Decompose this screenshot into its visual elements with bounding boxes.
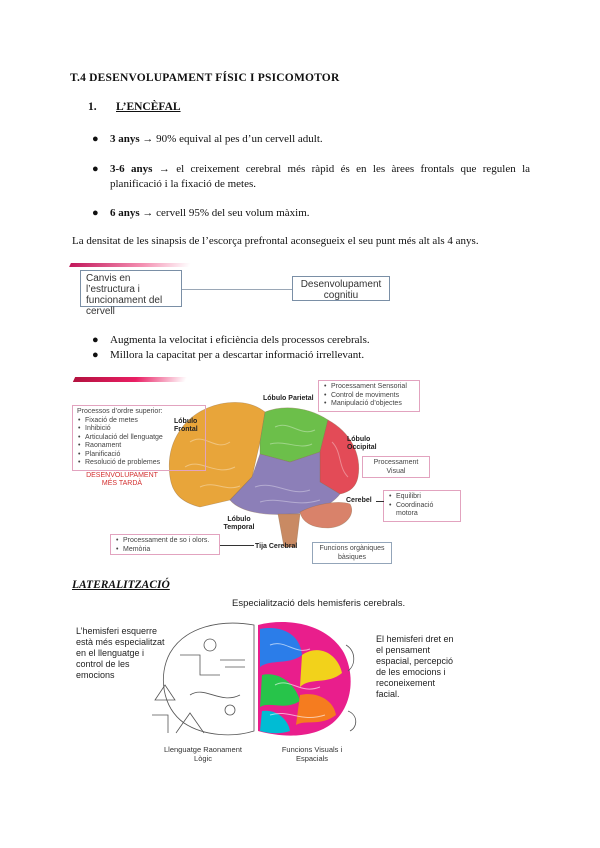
higher-processes-title: Processos d’ordre superior: [77,408,163,415]
leader-line [220,545,254,546]
decorative-accent-bar [69,263,191,267]
caption-right-hemisphere: Funcions Visuals i Espacials [281,745,343,763]
basic-functions-box: Funcions orgàniques bàsiques [312,542,392,564]
bullet-item [92,206,530,221]
paragraph-synapses: La densitat de les sinapsis de l’escorça prefrontal aconsegueix el seu punt més alt als 4 anys. [72,235,479,247]
list-item: • Processament de so i olors. [123,537,215,546]
list-item: • Planificació [85,451,201,460]
bullet-text: Augmenta la velocitat i eficiència dels processos cerebrals. [110,334,370,346]
caption-left-hemisphere: Llenguatge Raonament Lògic [164,745,242,763]
list-item: • Manipulació d’objectes [331,400,415,409]
bullet-item [92,132,530,147]
bullet-bold: 3 anys [110,133,140,145]
bullet-dot-icon: ● [92,207,99,219]
bullet-dot-icon: ● [92,133,99,145]
right-hemisphere-color [258,622,351,736]
cerebellum-functions-box [383,490,461,522]
bullet-dot-icon: ● [92,334,99,346]
flow-box-structure: Canvis en l’estructura i funcionament del cervell [80,270,182,307]
flow-box-cognitive: Desenvolupament cognitiu [292,276,390,301]
bullet-item [92,162,531,192]
bullet-item [92,333,530,348]
left-hemisphere-sketch [152,623,254,735]
lateralization-subtitle: Especialització dels hemisferis cerebrals. [232,598,406,609]
section-title: L’ENCÈFAL [116,101,181,113]
list-item: • Coordinació motora [396,502,456,519]
lobe-label-cerebellum: Cerebel [346,497,372,504]
sound-memory-box [110,534,220,555]
bullet-text: → el creixement cerebral més ràpid és en les àrees frontals que regulen la planificació i la fixació de metes. [110,163,531,190]
lobe-label-temporal: Lóbulo Temporal [223,516,255,531]
lobe-label-brain-stem: Tija Cerebral [255,543,298,550]
list-item: • Raonament [85,442,201,451]
lobe-label-parietal: Lóbulo Parietal [263,395,314,402]
list-item: • Articulació del llenguatge [85,434,201,443]
bullet-bold: 3-6 anys [110,163,153,175]
section-heading-lateralization: LATERALITZACIÓ [72,579,170,591]
list-item: • Processament Sensorial [331,383,415,392]
higher-processes-box [72,405,206,471]
right-hemisphere-text: El hemisferi dret en el pensament espacial, percepció de les emocions i reconeixement facial. [376,634,454,699]
bullet-text: → cervell 95% del seu volum màxim. [139,207,310,219]
bullet-text: → 90% equival al pes d’un cervell adult. [139,133,323,145]
bullet-item [92,348,530,363]
left-hemisphere-text: L’hemisferi esquerre està més especialitzat en el llenguatge i control de les emocions [76,626,165,680]
lobe-label-occipital: Lóbulo Occipital [347,436,377,451]
bullet-dot-icon: ● [92,163,99,175]
bullet-bold: 6 anys [110,207,140,219]
section-number: 1. [88,101,97,113]
bullet-dot-icon: ● [92,349,99,361]
section-heading-encefal [88,101,181,113]
list-item: • Inhibició [85,425,201,434]
list-item: • Memòria [123,546,215,555]
list-item: • Control de moviments [331,392,415,401]
bullet-text: Millora la capacitat per a descartar informació irrellevant. [110,349,365,361]
sensorial-box [318,380,420,412]
lobe-label-frontal: Lóbulo Frontal [174,418,198,433]
sound-memory-list [115,537,215,554]
list-item: • Resolució de problemes [85,459,201,468]
late-development-label: DESENVOLUPAMENT MÉS TARDÀ [86,472,158,487]
visual-processing-box: Processament Visual [362,456,430,478]
list-item: • Equilibri [396,493,456,502]
list-item: • Fixació de metes [85,417,201,426]
sensorial-list [323,383,415,409]
flow-connector [182,289,292,290]
leader-line [376,501,384,502]
hemispheres-illustration [150,615,362,743]
cerebellum-list [388,493,456,519]
document-title: T.4 DESENVOLUPAMENT FÍSIC I PSICOMOTOR [70,72,340,84]
